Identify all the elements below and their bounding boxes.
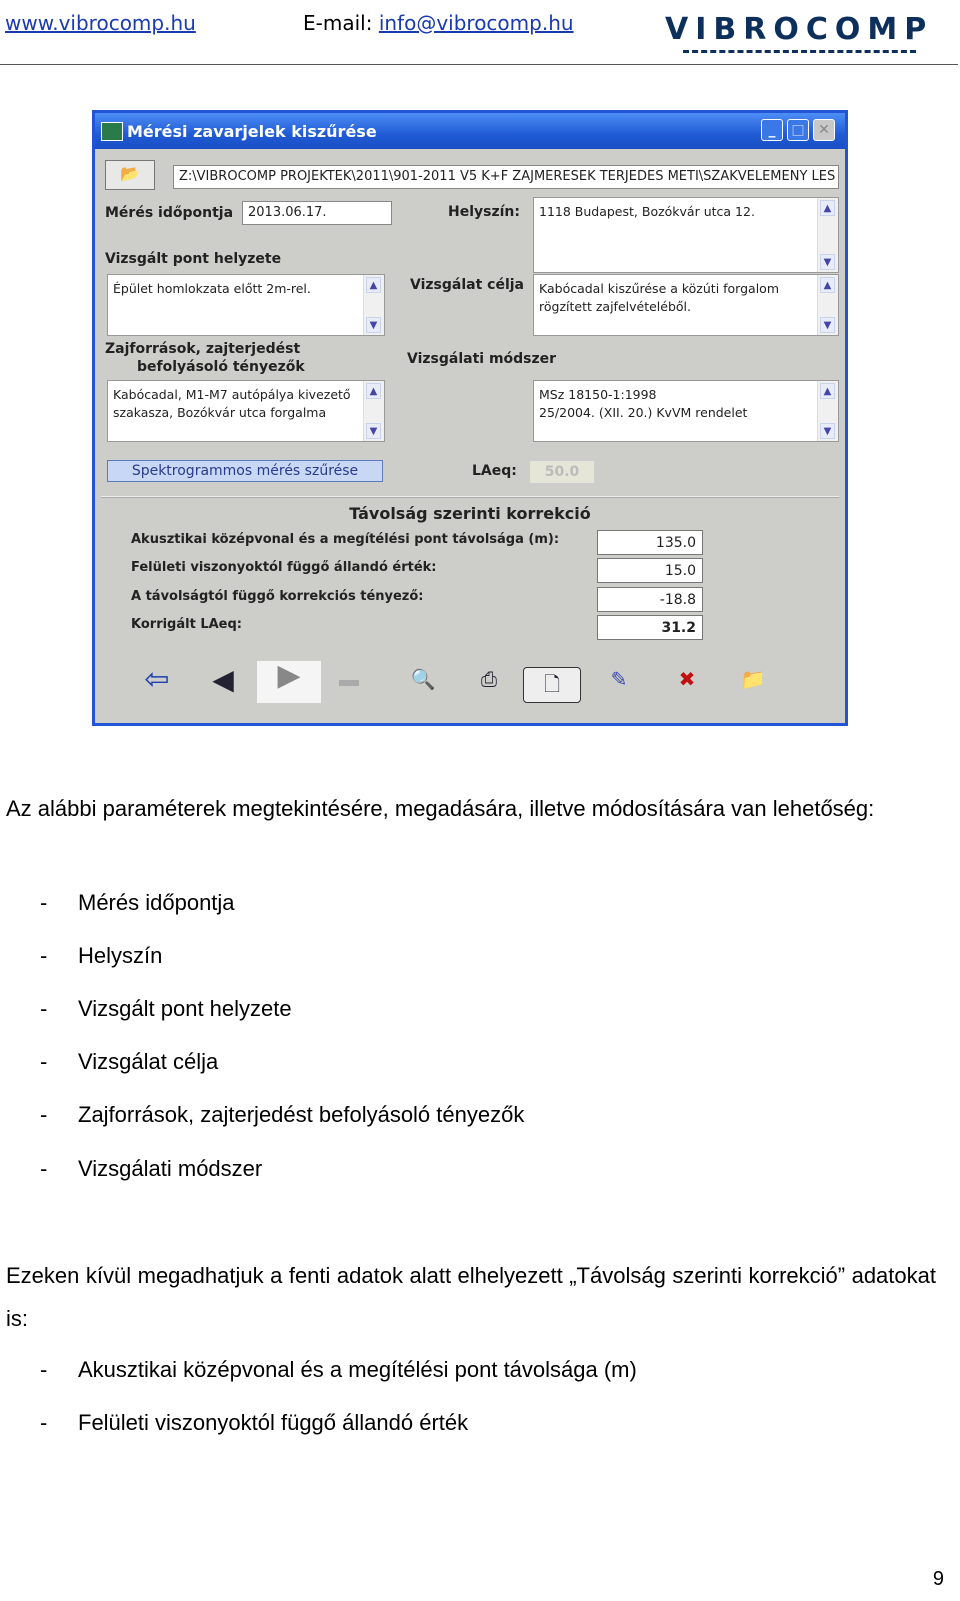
previous-icon[interactable]: ◀ — [212, 664, 234, 695]
intro-paragraph: Az alábbi paraméterek megtekintésére, megadására, illetve módosítására van lehetőség: — [6, 796, 875, 821]
correction-value-factor[interactable]: -18.8 — [597, 587, 703, 612]
back-arrow-icon[interactable]: ⇦ — [144, 663, 170, 696]
window-title: Mérési zavarjelek kiszűrése — [127, 122, 377, 141]
scroll-down-icon[interactable]: ▼ — [366, 423, 381, 439]
print-icon[interactable]: ⎙ — [481, 669, 497, 691]
path-field[interactable]: Z:\VIBROCOMP PROJEKTEK\2011\901-2011 V5 K+F ZAJMERESEK TERJEDES METI\SZAKVELEMENY LES — [173, 165, 839, 189]
modszer-field[interactable] — [533, 380, 839, 442]
scroll-up-icon[interactable]: ▲ — [820, 200, 835, 216]
window-titlebar[interactable] — [95, 113, 845, 149]
scroll-up-icon[interactable]: ▲ — [820, 277, 835, 293]
zajforrasok-label-1: Zajforrások, zajterjedést — [105, 341, 301, 357]
vizsgalat-celja-field[interactable] — [533, 274, 839, 336]
helyszin-value: 1118 Budapest, Bozókvár utca 12. — [539, 204, 755, 219]
scrollbar[interactable] — [817, 381, 838, 441]
scrollbar[interactable] — [363, 381, 384, 441]
list-item: - Zajforrások, zajterjedést befolyásoló tényezők — [40, 1102, 525, 1127]
correction-title: Távolság szerinti korrekció — [349, 504, 591, 523]
second-paragraph: Ezeken kívül megadhatjuk a fenti adatok alatt elhelyezett „Távolság szerinti korrekció” adatokat is: — [6, 1263, 936, 1331]
next-icon[interactable]: ▶ — [257, 661, 321, 703]
logo-underline — [683, 50, 916, 53]
zajforrasok-line: szakasza, Bozókvár utca forgalma — [113, 405, 327, 420]
logo-text: VIBROCOMP — [665, 12, 934, 47]
edit-icon[interactable]: ✎ — [610, 669, 628, 691]
scroll-down-icon[interactable]: ▼ — [820, 423, 835, 439]
helyszin-label: Helyszín: — [448, 204, 520, 220]
scroll-up-icon[interactable]: ▲ — [366, 277, 381, 293]
app-icon — [101, 122, 123, 141]
scrollbar[interactable] — [817, 198, 838, 272]
zajforrasok-label-2: befolyásoló tényezők — [137, 359, 305, 375]
list-item: - Mérés időpontja — [40, 890, 235, 915]
list-item: - Vizsgált pont helyzete — [40, 996, 292, 1021]
vizsgalt-pont-value: Épület homlokzata előtt 2m-rel. — [113, 281, 311, 296]
delete-icon[interactable]: ✖ — [678, 669, 696, 691]
folder-icon: 📂 — [120, 166, 140, 183]
list-item: - Akusztikai középvonal és a megítélési pont távolsága (m) — [40, 1357, 637, 1382]
correction-value-corrected: 31.2 — [597, 615, 703, 640]
list-item: - Vizsgálat célja — [40, 1049, 219, 1074]
correction-value-distance[interactable]: 135.0 — [597, 530, 703, 555]
modszer-line: MSz 18150-1:1998 — [539, 387, 657, 402]
scrollbar[interactable] — [817, 275, 838, 335]
vibrocomp-logo — [665, 8, 933, 54]
meres-idopontja-field[interactable]: 2013.06.17. — [242, 201, 392, 225]
laeq-value: 50.0 — [530, 461, 594, 483]
app-window — [92, 110, 848, 726]
correction-label-corrected: Korrigált LAeq: — [131, 617, 242, 632]
correction-label-factor: A távolságtól függő korrekciós tényező: — [131, 589, 424, 604]
correction-value-surface[interactable]: 15.0 — [597, 558, 703, 583]
maximize-button[interactable]: □ — [787, 119, 809, 141]
correction-label-surface: Felületi viszonyoktól függő állandó érték: — [131, 560, 437, 575]
vizsgalat-celja-line: rögzített zajfelvételéből. — [539, 299, 691, 314]
list-item: - Helyszín — [40, 943, 163, 968]
laeq-label: LAeq: — [472, 463, 517, 479]
vizsgalat-celja-line: Kabócadal kiszűrése a közúti forgalom — [539, 281, 779, 296]
scroll-down-icon[interactable]: ▼ — [820, 254, 835, 270]
email-line — [303, 11, 574, 35]
email-label: E-mail: — [303, 11, 373, 35]
scroll-up-icon[interactable]: ▲ — [820, 383, 835, 399]
zajforrasok-line: Kabócadal, M1-M7 autópálya kivezető — [113, 387, 351, 402]
meres-idopontja-label: Mérés időpontja — [105, 205, 234, 221]
search-icon[interactable]: 🔍 — [410, 669, 436, 691]
helyszin-field[interactable] — [533, 197, 839, 273]
list-item: - Vizsgálati módszer — [40, 1156, 263, 1181]
correction-label-distance: Akusztikai középvonal és a megítélési pont távolsága (m): — [131, 532, 560, 547]
scroll-down-icon[interactable]: ▼ — [820, 317, 835, 333]
bottom-toolbar — [95, 653, 845, 713]
export-folder-icon[interactable]: 📁 — [740, 669, 766, 691]
vizsgalat-celja-label: Vizsgálat célja — [410, 277, 524, 293]
minimize-button[interactable]: _ — [761, 119, 783, 141]
disabled-icon: ▬ — [339, 669, 359, 691]
divider — [101, 496, 839, 498]
close-button[interactable]: ✕ — [813, 119, 835, 141]
scroll-down-icon[interactable]: ▼ — [366, 317, 381, 333]
email-link[interactable]: info@vibrocomp.hu — [378, 11, 574, 35]
new-document-icon[interactable]: 🗋 — [523, 667, 581, 703]
modszer-line: 25/2004. (XII. 20.) KvVM rendelet — [539, 405, 748, 420]
open-folder-button[interactable] — [105, 160, 155, 190]
page-number: 9 — [932, 1568, 944, 1590]
vizsgalt-pont-field[interactable] — [107, 274, 385, 336]
vizsgalt-pont-label: Vizsgált pont helyzete — [105, 251, 282, 267]
modszer-label: Vizsgálati módszer — [407, 351, 557, 367]
page-header — [0, 0, 958, 65]
list-item: - Felületi viszonyoktól függő állandó érték — [40, 1410, 469, 1435]
website-link[interactable]: www.vibrocomp.hu — [5, 11, 196, 35]
scroll-up-icon[interactable]: ▲ — [366, 383, 381, 399]
zajforrasok-field[interactable] — [107, 380, 385, 442]
scrollbar[interactable] — [363, 275, 384, 335]
spectrogram-filter-button[interactable]: Spektrogrammos mérés szűrése — [107, 460, 383, 482]
